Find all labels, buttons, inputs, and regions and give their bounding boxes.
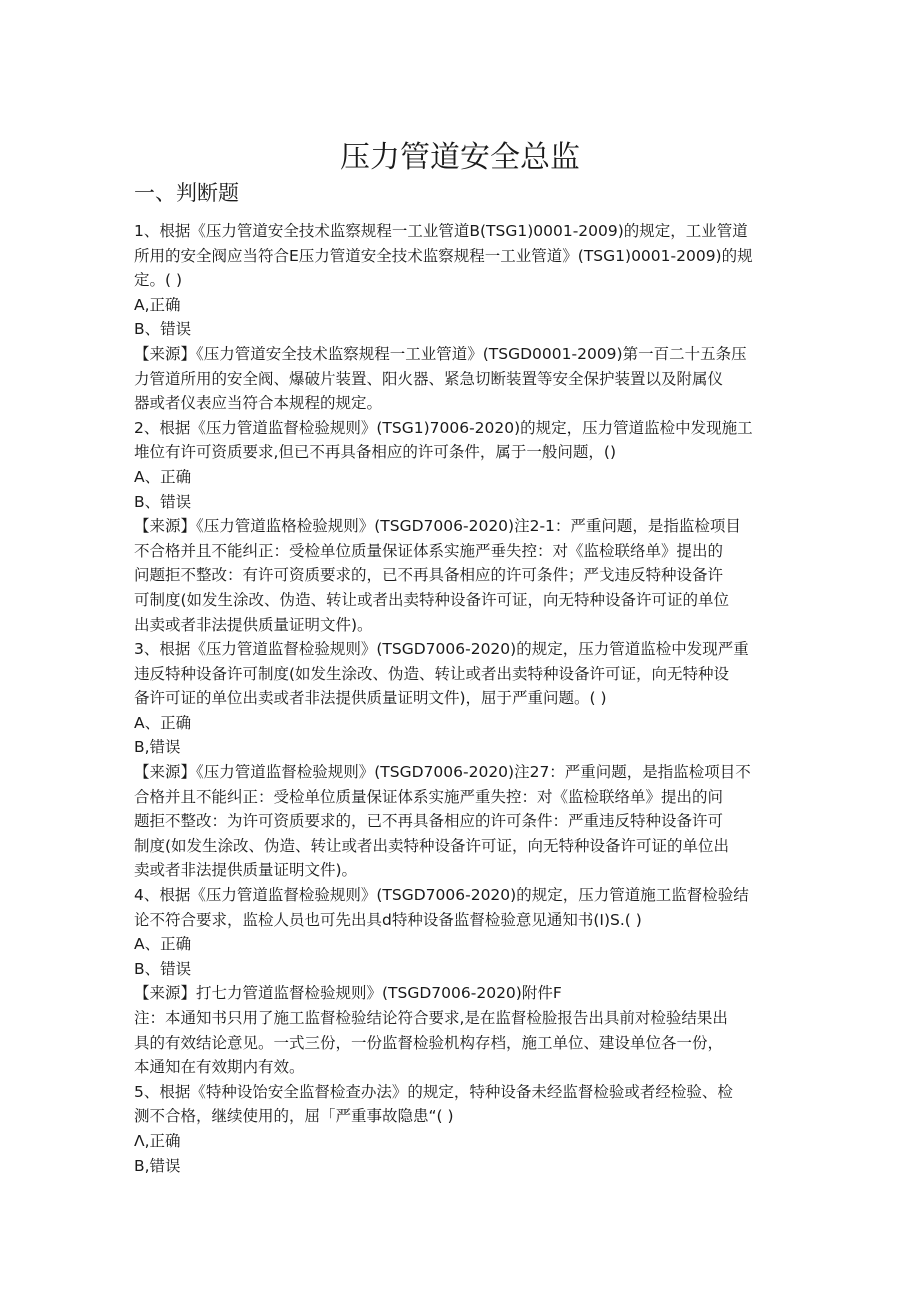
text-line: 本通知在有效期内有效。 (134, 1058, 305, 1077)
text-line: 堆位有许可资质要求,但已不再具备相应的许可条件，属于一般问题，() (134, 443, 617, 462)
text-line: B、错误 (134, 320, 192, 339)
text-line: 卖或者非法提供质量证明文件)。 (134, 861, 358, 880)
text-line: 问题拒不整改：有许可资质要求的，已不再具备相应的许可条件；严戈违反特种设备许 (134, 566, 724, 585)
text-line: B,错误 (134, 1156, 181, 1175)
text-line: 1、根据《压力管道安全技术监察规程一工业管道B(TSG1)0001-2009)的规定，工业管道 (134, 222, 748, 240)
document-body (134, 219, 794, 1178)
text-line: A,正确 (134, 295, 181, 314)
text-line: 备许可证的单位出卖或者非法提供质量证明文件)，屈于严重问题。( ) (134, 689, 607, 708)
text-line: 注：本通知书只用了施工监督检验结论符合要求,是在监督检脸报告出具前对检验结果出 (134, 1009, 728, 1027)
section-heading: 一、判断题 (134, 181, 239, 205)
text-line: 违反特种设备许可制度(如发生涂改、伪造、转让或者出卖特种设备许可证，向无特种设 (134, 664, 730, 683)
text-line: 制度(如发生涂改、伪造、转让或者出卖特种设备许可证，向无特种设备许可证的单位出 (134, 836, 730, 855)
text-line: 论不符合要求，监检人员也可先出具d特种设备监督检验意见通知书(I)S.( ) (134, 910, 642, 929)
text-line: 具的有效结论意见。一式三份，一份监督检验机构存档，施工单位、建设单位各一份， (134, 1033, 724, 1052)
text-line: 所用的安全阀应当符合E压力管道安全技术监察规程一工业管道》(TSG1)0001-2009)的规 (134, 246, 753, 265)
text-line: 2、根据《压力管道监督检验规则》(TSG1)7006-2020)的规定，压力管道监检中发现施工 (134, 418, 753, 437)
text-line: A、正确 (134, 935, 192, 954)
text-line: B、错误 (134, 492, 192, 511)
text-line: A、正确 (134, 467, 192, 486)
text-line: 5、根据《特种设饴安全监督检查办法》的规定，特种设备未经监督检验或者经检验、检 (134, 1082, 733, 1101)
text-line: 4、根据《压力管道监督检验规则》(TSGD7006-2020)的规定，压力管道施工监督检验结 (134, 886, 749, 905)
text-line: B、错误 (134, 959, 192, 978)
document-title: 压力管道安全总监 (340, 140, 580, 176)
text-line: 出卖或者非法提供质量证明文件)。 (134, 615, 373, 634)
text-line: 【来源】《压力管道监格检验规则》(TSGD7006-2020)注2-1：严重问题，是指监检项目 (134, 517, 741, 536)
text-line: 力管道所用的安全阀、爆破片装置、阳火器、紧急切断装置等安全保护装置以及附属仪 (134, 369, 724, 388)
text-line: B,错误 (134, 738, 181, 757)
text-line: A、正确 (134, 713, 192, 732)
text-line: 器或者仪表应当符合本规程的规定。 (134, 394, 383, 413)
text-line: 【来源】打七力管道监督检验规则》(TSGD7006-2020)附件F (134, 984, 562, 1003)
text-line: 【来源】《压力管道安全技术监察规程一工业管道》(TSGD0001-2009)第一百二十五条压 (134, 344, 747, 363)
text-line: 不合格并且不能纠正：受检单位质量保证体系实施严垂失控：对《监检联络单》提出的 (134, 541, 724, 560)
text-line: 3、根据《压力管道监督检验规则》(TSGD7006-2020)的规定，压力管道监检中发现严重 (134, 640, 749, 659)
text-line: 题拒不整改：为许可资质要求的，已不再具备相应的许可条件：严重违反特种设备许可 (134, 812, 724, 831)
text-line: 定。( ) (134, 271, 183, 290)
text-line: Λ,正确 (134, 1131, 181, 1150)
text-line: 可制度(如发生涂改、伪造、转让或者出卖特种设备许可证，向无特种设备许可证的单位 (134, 590, 730, 609)
text-line: 【来源】《压力管道监督检验规则》(TSGD7006-2020)注27：严重问题，是指监检项目不 (134, 763, 751, 782)
text-line: 测不合格，继续使用的，屈「严重事故隐患“( ) (134, 1107, 454, 1126)
text-line: 合格并且不能纠正：受检单位质量保证体系实施严重失控：对《监检联络单》提出的问 (134, 787, 724, 806)
